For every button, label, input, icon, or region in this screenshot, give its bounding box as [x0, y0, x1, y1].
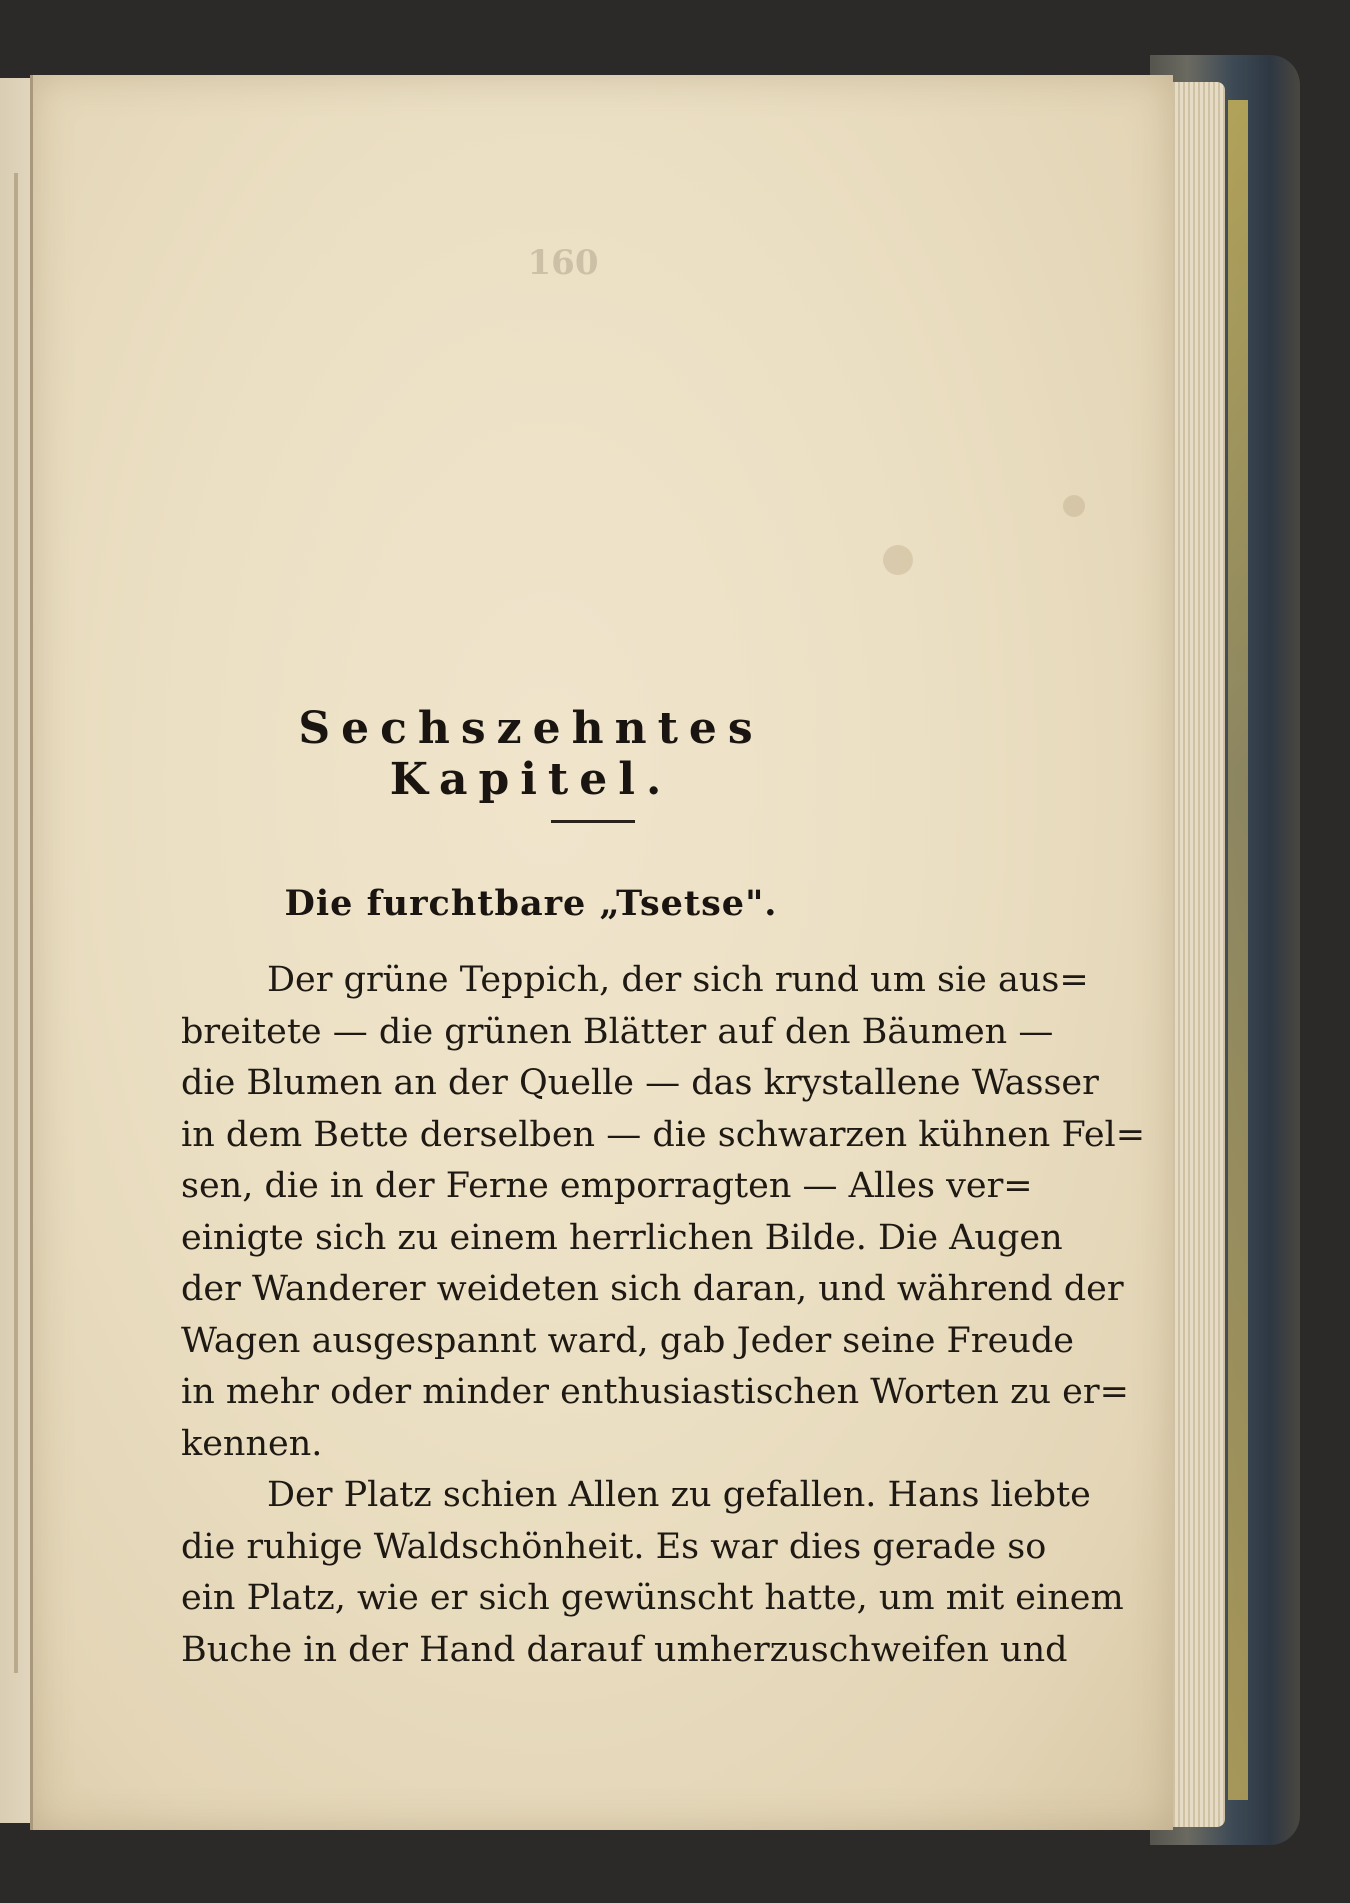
- text-line: in mehr oder minder enthusiastischen Worten zu er=: [181, 1372, 1129, 1412]
- spine-binding-strip: [1228, 100, 1248, 1800]
- text-line: die Blumen an der Quelle — das krystallene Wasser: [181, 1063, 1099, 1103]
- text-line: einigte sich zu einem herrlichen Bilde. Die Augen: [181, 1217, 1063, 1258]
- chapter-title: Sechszehntes Kapitel.: [298, 703, 764, 805]
- text-line: sen, die in der Ferne emporragten — Alles ver=: [181, 1166, 1033, 1206]
- text-line: breitete — die grünen Blätter auf den Bäumen —: [181, 1011, 1054, 1052]
- text-line: Der grüne Teppich, der sich rund um sie aus=: [267, 960, 1089, 1000]
- text-line: der Wanderer weideten sich daran, und während der: [181, 1269, 1124, 1309]
- chapter-subtitle: Die furchtbare „Tsetse".: [284, 883, 778, 924]
- foxing-spot: [883, 545, 913, 575]
- body-text: [181, 955, 1146, 1676]
- book-page: [30, 75, 1173, 1830]
- text-line: Buche in der Hand darauf umherzuschweifen und: [181, 1629, 1068, 1670]
- text-line: in dem Bette derselben — die schwarzen kühnen Fel=: [181, 1114, 1146, 1155]
- text-line: Der Platz schien Allen zu gefallen. Hans liebte: [267, 1475, 1091, 1515]
- text-line: Wagen ausgespannt ward, gab Jeder seine Freude: [181, 1320, 1074, 1361]
- title-rule: [551, 820, 635, 823]
- text-line: kennen.: [181, 1423, 323, 1464]
- text-line: die ruhige Waldschönheit. Es war dies gerade so: [181, 1526, 1047, 1567]
- foxing-spot: [1063, 495, 1085, 517]
- gutter-shadow: [14, 173, 18, 1673]
- text-line: ein Platz, wie er sich gewünscht hatte, um mit einem: [181, 1578, 1124, 1618]
- page-number: 160: [527, 243, 599, 283]
